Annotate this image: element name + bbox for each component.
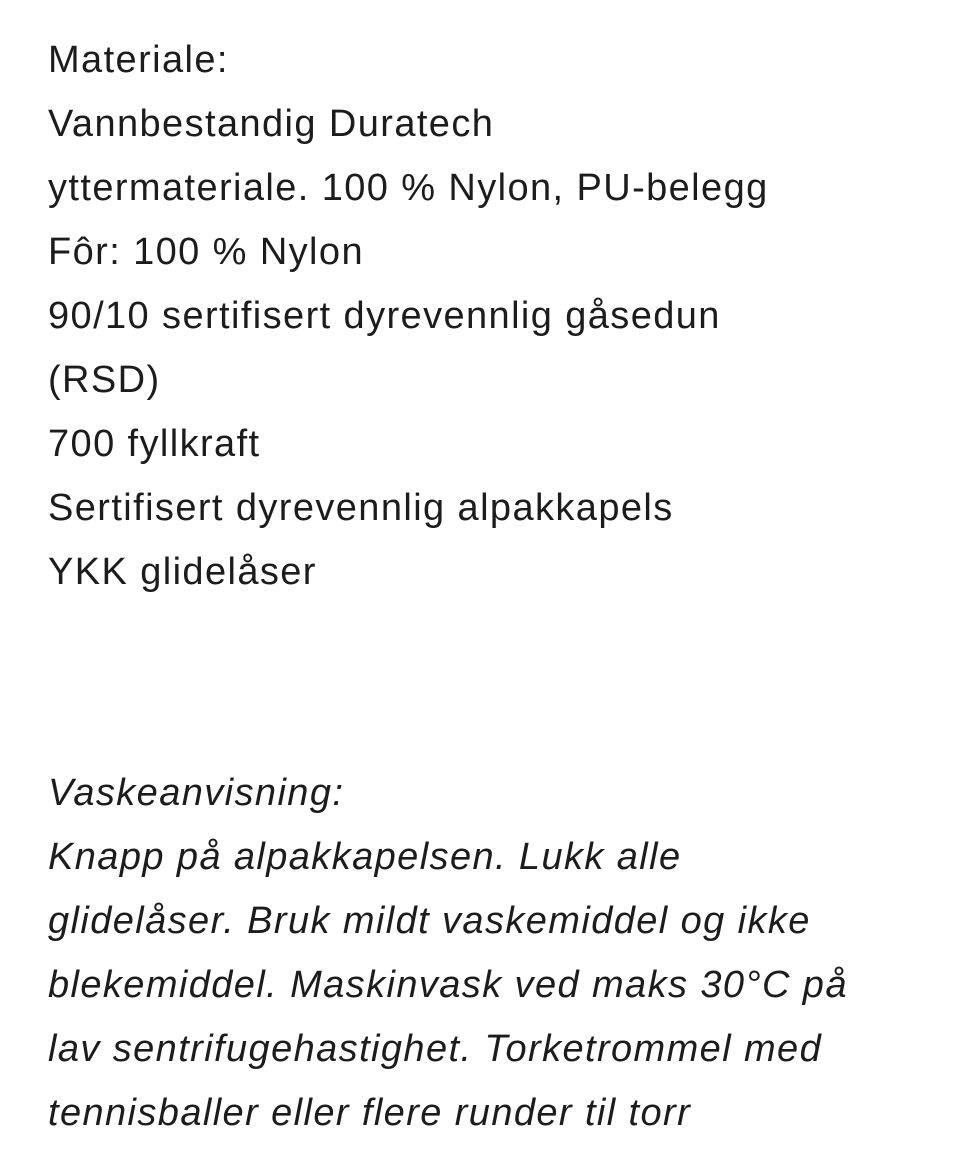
care-line: blekemiddel. Maskinvask ved maks 30°C på <box>48 964 848 1006</box>
material-line: YKK glidelåser <box>48 551 317 593</box>
material-line: (RSD) <box>48 359 161 401</box>
care-instructions-section <box>48 761 848 1145</box>
material-line: 90/10 sertifisert dyrevennlig gåsedun <box>48 295 721 337</box>
materials-section <box>48 28 769 604</box>
material-line: Vannbestandig Duratech <box>48 103 495 145</box>
material-line: Sertifisert dyrevennlig alpakkapels <box>48 487 674 529</box>
material-line: yttermateriale. 100 % Nylon, PU-belegg <box>48 167 769 209</box>
care-line: glidelåser. Bruk mildt vaskemiddel og ikke <box>48 900 811 942</box>
care-line: lav sentrifugehastighet. Torketrommel med <box>48 1028 823 1070</box>
care-line: Knapp på alpakkapelsen. Lukk alle <box>48 836 682 878</box>
care-heading: Vaskeanvisning: <box>48 772 345 814</box>
material-line: 700 fyllkraft <box>48 423 261 465</box>
materials-heading: Materiale: <box>48 39 229 81</box>
care-line: tennisballer eller flere runder til torr <box>48 1092 692 1134</box>
material-line: Fôr: 100 % Nylon <box>48 231 364 273</box>
